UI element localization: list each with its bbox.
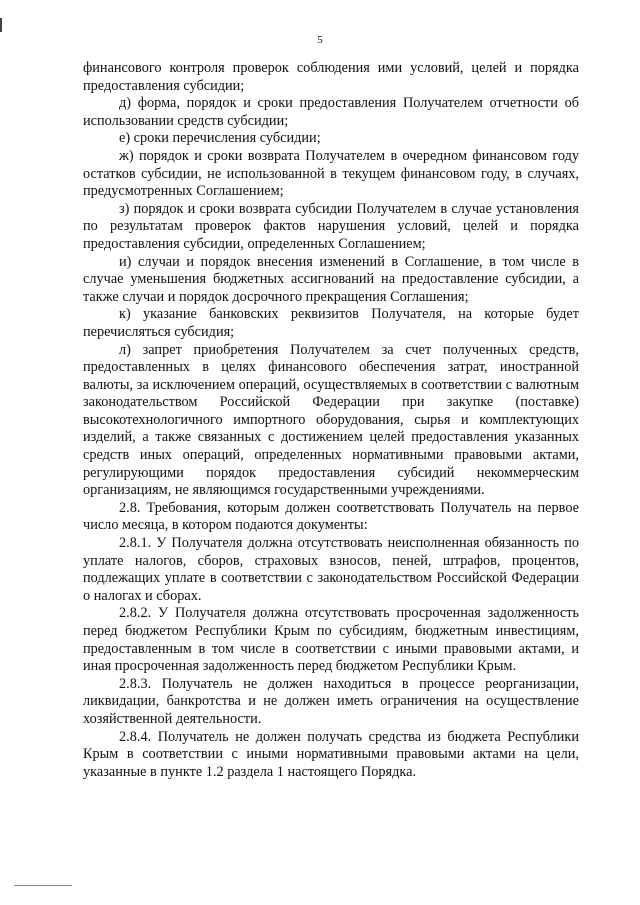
list-item-l: л) запрет приобретения Получателем за счет полученных средств, предоставленных в целях финансового обеспечения затрат, иностранной валюты, за исключением операций, осуществляемых в соответствии с валютным законодательством Российской Федерации при закупке (поставке) высокотехнологичного импортного оборудования, сырья и комплектующих изделий, а также связанных с достижением целей предоставления указанных средств иных операций, определенных нормативными правовыми актами, регулирующими порядок предоставления субсидий некоммерческим организациям, не являющимся государственными учреждениями. xyxy=(83,341,579,499)
clause-2-8-3: 2.8.3. Получатель не должен находиться в процессе реорганизации, ликвидации, банкротства и не должен иметь ограничения на осуществление хозяйственной деятельности. xyxy=(83,675,579,727)
page-number: 5 xyxy=(317,34,323,46)
clause-2-8-2: 2.8.2. У Получателя должна отсутствовать просроченная задолженность перед бюджетом Республики Крым по субсидиям, бюджетным инвестициям, предоставленным в том числе в соответствии с иными правовыми актами, и иная просроченная задолженность перед бюджетом Республики Крым. xyxy=(83,605,579,675)
list-item-e: е) сроки перечисления субсидии; xyxy=(119,130,321,147)
document-body xyxy=(83,60,579,781)
list-item-zh: ж) порядок и сроки возврата Получателем в очередном финансовом году остатков субсидии, не использованной в текущем финансовом году, в случаях, предусмотренных Соглашением; xyxy=(83,147,579,200)
footer-rule xyxy=(14,885,72,886)
paragraph-continuation: финансового контроля проверок соблюдения ими условий, целей и порядка предоставления субсидии; xyxy=(83,60,579,94)
scan-edge-mark xyxy=(0,18,2,32)
list-item-i: и) случаи и порядок внесения изменений в Соглашение, в том числе в случае уменьшения бюджетных ассигнований на предоставление субсидии, а также случаи и порядок досрочного прекращения Соглашения; xyxy=(83,253,579,305)
section-2-8: 2.8. Требования, которым должен соответствовать Получатель на первое число месяца, в котором подаются документы: xyxy=(83,499,579,534)
list-item-k: к) указание банковских реквизитов Получателя, на которые будет перечисляться субсидия; xyxy=(83,306,579,340)
clause-2-8-1: 2.8.1. У Получателя должна отсутствовать неисполненная обязанность по уплате налогов, сборов, страховых взносов, пеней, штрафов, процентов, подлежащих уплате в соответствии с законодательством Российской Федерации о налогах и сборах. xyxy=(83,535,579,604)
list-item-z: з) порядок и сроки возврата субсидии Получателем в случае установления по результатам проверок фактов нарушения условий, целей и порядка предоставления субсидии, определенных Соглашением; xyxy=(83,200,579,252)
clause-2-8-4: 2.8.4. Получатель не должен получать средства из бюджета Республики Крым в соответствии с иными нормативными правовыми актами на цели, указанные в пункте 1.2 раздела 1 настоящего Порядка. xyxy=(83,728,579,780)
list-item-d: д) форма, порядок и сроки предоставления Получателем отчетности об использовании средств субсидии; xyxy=(83,95,579,129)
